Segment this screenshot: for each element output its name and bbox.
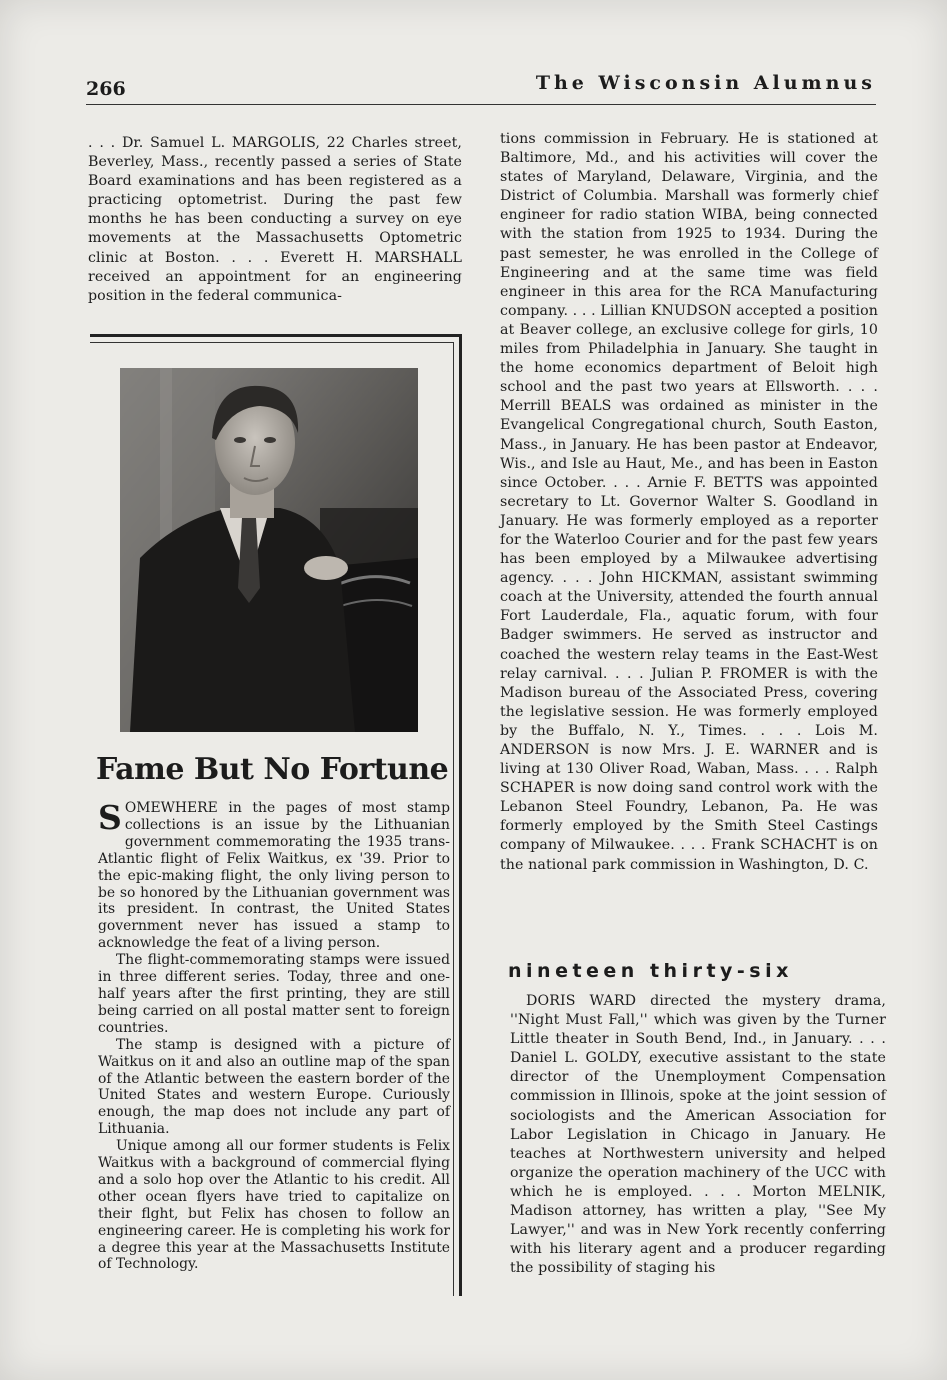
- frame-rule-top: [90, 334, 462, 337]
- frame-rule-right-inner: [453, 342, 454, 1296]
- left-column-text: . . . Dr. Samuel L. MARGOLIS, 22 Charles street, Beverley, Mass., recently passed a series of State Board examinations and has been registered as a practicing optometrist. During the past few months he has been conducting a survey on eye movements at the Massachusetts Optometric clinic at Boston. . . . Everett H. MARSHALL received an appointment for an engineering position in the federal communica-: [88, 135, 462, 304]
- portrait-photo: [120, 368, 418, 732]
- feature-paragraph: Unique among all our former students is Felix Waitkus with a background of commercial flying and a solo hop over the Atlantic to his credit. All other ocean flyers have tried to capitalize on their flght, but Felix has chosen to follow an engineering career. He is completing his work for a degree this year at the Massachusetts Institute of Technology.: [98, 1138, 450, 1273]
- class-notes-text: DORIS WARD directed the mystery drama, ''Night Must Fall,'' which was given by the Turner Little theater in South Bend, Ind., in January. . . . Daniel L. GOLDY, executive assistant to the state director of the Unemployment Compensation commission in Illinois, spoke at the joint session of sociologists and the American Association for Labor Legislation in Chicago in January. He teaches at Northwestern university and helped organize the operation machinery of the UCC with which he is employed. . . . Morton MELNIK, Madison attorney, has written a play, ''See My Lawyer,'' and was in New York recently conferring with his literary agent and a producer regarding the possibility of staging his: [510, 993, 886, 1277]
- publication-title: The Wisconsin Alumnus: [535, 72, 876, 94]
- left-column-top: [88, 134, 462, 306]
- right-column-top: [500, 130, 878, 875]
- feature-paragraph: [98, 800, 450, 952]
- page-number: 266: [86, 78, 126, 100]
- frame-rule-top-inner: [90, 342, 454, 343]
- frame-rule-right: [459, 334, 462, 1296]
- right-column-bottom: [510, 992, 886, 1278]
- feature-headline: Fame But No Fortune: [96, 752, 449, 787]
- drop-cap: S: [98, 798, 122, 837]
- feature-paragraph: The flight-commemorating stamps were issued in three different series. Today, three and one-half years after the first printing, they are still being carried on all postal matter sent to foreign countries.: [98, 952, 450, 1036]
- feature-paragraph: The stamp is designed with a picture of Waitkus on it and also an outline map of the span of the Atlantic between the eastern border of the United States and western Europe. Curiously enough, the map does not include any part of Lithuania.: [98, 1036, 450, 1138]
- feature-article: [98, 800, 450, 1273]
- right-column-text: tions commission in February. He is stationed at Baltimore, Md., and his activities will cover the states of Maryland, Delaware, Virginia, and the District of Columbia. Marshall was formerly chief engineer for radio station WIBA, being connected with the station from 1925 to 1934. During the past semester, he was enrolled in the College of Engineering and at the same time was field engineer in this area for the RCA Manufacturing company. . . . Lillian KNUDSON accepted a position at Beaver college, an exclusive college for girls, 10 miles from Philadelphia in January. She taught in the home economics department of Beloit high school and the past two years at Ellsworth. . . . Merrill BEALS was ordained as minister in the Evangelical Congregational church, South Easton, Mass., in January. He has been pastor at Endeavor, Wis., and Isle au Haut, Me., and has been in Easton since October. . . . Arnie F. BETTS was appointed secretary to Lt. Governor Walter S. Goodland in January. He was formerly employed as a reporter for the Waterloo Courier and for the past few years has been employed by a Milwaukee advertising agency. . . . John HICKMAN, assistant swimming coach at the University, attended the fourth annual Fort Lauderdale, Fla., aquatic forum, with four Badger swimmers. He served as instructor and coached the western relay teams in the East-West relay carnival. . . . Julian P. FROMER is with the Madison bureau of the Associated Press, covering the legislative session. He was formerly employed by the Buffalo, N. Y., Times. . . . Lois M. ANDERSON is now Mrs. J. E. WARNER and is living at 130 Oliver Road, Waban, Mass. . . . Ralph SCHAPER is now doing sand control work with the Lebanon Steel Foundry, Lebanon, Pa. He was formerly employed by the Smith Steel Castings company of Milwaukee. . . . Frank SCHACHT is on the national park commission in Washington, D. C.: [500, 131, 878, 873]
- feature-paragraph-text: OMEWHERE in the pages of most stamp collections is an issue by the Lithuanian government commemorating the 1935 trans-Atlantic flight of Felix Waitkus, ex '39. Prior to the epic-making flight, the only living person to be so honored by the Lithuanian government was its president. In contrast, the United States government never has issued a stamp to acknowledge the feat of a living person.: [98, 800, 450, 952]
- page-header: [86, 70, 876, 105]
- class-year-heading: nineteen thirty-six: [508, 960, 793, 982]
